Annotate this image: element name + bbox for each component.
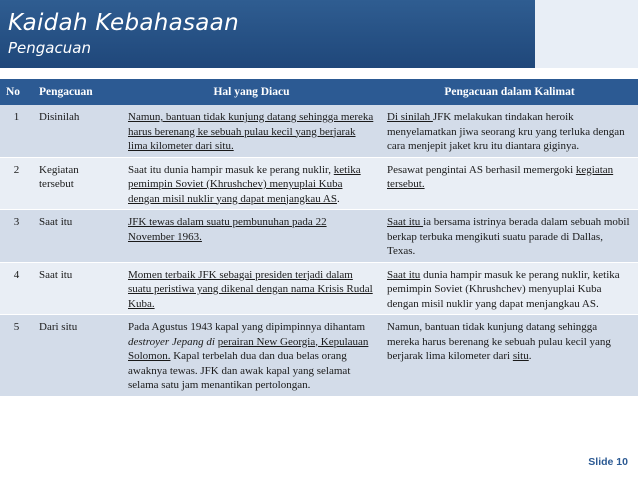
table-row [0, 315, 638, 397]
referent-cell [122, 157, 381, 210]
column-header-pengacuan: Pengacuan [33, 79, 122, 105]
banner-accent-strip [535, 0, 638, 68]
slide-subtitle: Pengacuan [8, 39, 91, 57]
slide-title: Kaidah Kebahasaan [8, 10, 239, 36]
sentence-cell [381, 315, 638, 397]
table-row [0, 210, 638, 263]
table-row [0, 157, 638, 210]
text-run: Pesawat pengintai AS berhasil memergoki [387, 163, 576, 176]
text-run: . [528, 350, 532, 362]
underlined-text: perairan New Georgia, Kepulauan Solomon. [128, 335, 369, 362]
underlined-text: Saat itu [387, 268, 421, 281]
underlined-text: Namun, bantuan tidak kunjung datang sehingga mereka harus berenang ke sebuah pulau kecil yang berjarak lima kilometer dari situ. [128, 111, 374, 152]
text-run: Pada Agustus 1943 kapal yang dipimpinnya dihantam [128, 321, 366, 333]
row-number: 1 [0, 105, 33, 157]
row-number: 5 [0, 315, 33, 397]
sentence-cell [381, 210, 638, 263]
sentence-cell [381, 157, 638, 210]
reference-word: Saat itu [33, 210, 122, 263]
reference-word: Dari situ [33, 315, 122, 397]
column-header-pengacuan-dalam-kalimat: Pengacuan dalam Kalimat [381, 79, 638, 105]
title-banner [0, 0, 535, 68]
text-run: ia bersama istrinya berada dalam sebuah mobil berkap terbuka mengikuti suatu parade di Dallas, Texas. [387, 216, 630, 257]
text-run: dunia hampir masuk ke perang nuklir, ketika pemimpin Soviet (Khrushchev) menyuplai Kuba dengan misil nuklir yang dapat menjangkau AS. [387, 268, 620, 310]
row-number: 3 [0, 210, 33, 263]
text-run: Namun, bantuan tidak kunjung datang sehingga mereka harus berenang ke sebuah pulau kecil yang berjarak lima kilometer dari [387, 321, 611, 362]
text-run: Saat itu dunia hampir masuk ke perang nuklir, [128, 163, 334, 176]
column-header-no: No [0, 79, 33, 105]
slide-number: Slide 10 [588, 456, 628, 468]
table-row [0, 105, 638, 157]
table-header-row [0, 79, 638, 105]
text-run: Kapal terbelah dua dan dua belas orang awaknya tewas. JFK dan awak kapal yang selamat selama satu jam menantikan pertolongan. [128, 350, 351, 391]
row-number: 2 [0, 157, 33, 210]
text-run: . [336, 192, 340, 205]
referent-cell [122, 210, 381, 263]
underlined-text: ketika pemimpin Soviet (Khrushchev) menyuplai Kuba dengan misil nuklir yang dapat menjangkau AS [128, 163, 361, 205]
italic-text: destroyer Jepang di [128, 335, 218, 348]
table-body [0, 105, 638, 396]
underlined-text: Di sinilah [387, 111, 433, 123]
referent-cell [122, 105, 381, 157]
table-row [0, 262, 638, 315]
reference-word: Disinilah [33, 105, 122, 157]
reference-word: Kegiatan tersebut [33, 157, 122, 210]
column-header-hal-yang-diacu: Hal yang Diacu [122, 79, 381, 105]
sentence-cell [381, 262, 638, 315]
referent-cell [122, 262, 381, 315]
underlined-text: JFK tewas dalam suatu pembunuhan pada 22 November 1963. [128, 216, 327, 243]
text-run: JFK melakukan tindakan heroik menyelamatkan jiwa seorang kru yang terluka dengan cara menjepit jaket kru itu diantara giginya. [387, 111, 625, 152]
underlined-text: Momen terbaik JFK sebagai presiden terjadi dalam suatu peristiwa yang dikenal dengan nama Krisis Rudal Kuba. [128, 268, 373, 310]
row-number: 4 [0, 262, 33, 315]
reference-word: Saat itu [33, 262, 122, 315]
underlined-text: Saat itu [387, 216, 424, 228]
referent-cell [122, 315, 381, 397]
underlined-text: kegiatan tersebut. [387, 163, 614, 190]
underlined-text: situ [512, 350, 529, 362]
reference-table [0, 79, 638, 397]
sentence-cell [381, 105, 638, 157]
